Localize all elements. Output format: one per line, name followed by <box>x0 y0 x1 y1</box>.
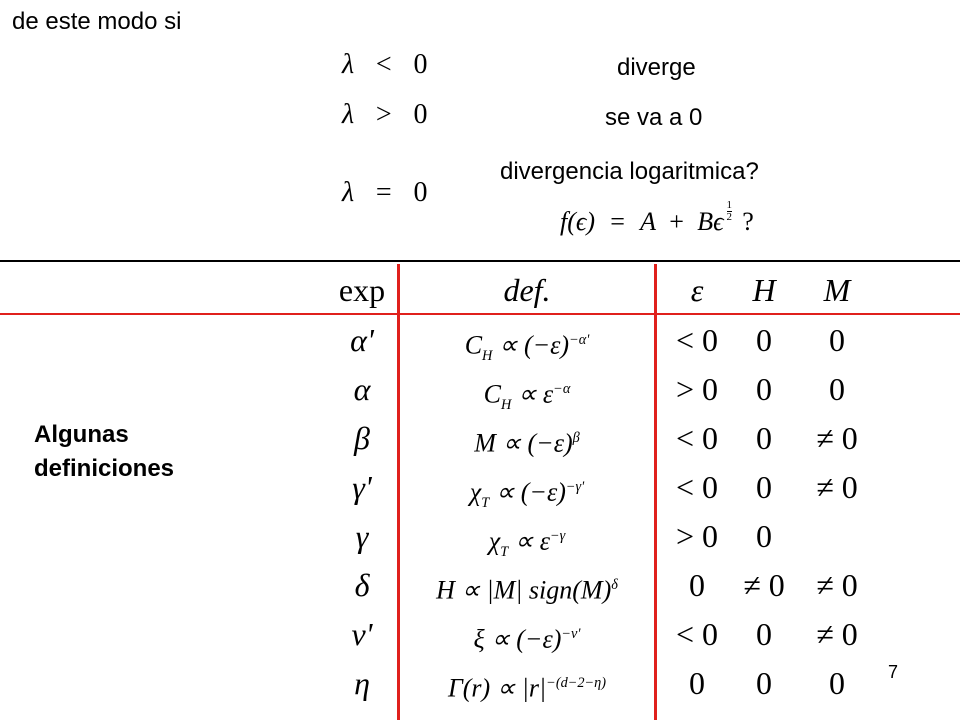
row-2-eps: > 0 <box>675 371 719 407</box>
condition-2-result: se va a 0 <box>605 104 703 131</box>
row-2-def <box>402 369 652 425</box>
log-formula-exp-den: 2 <box>726 211 733 223</box>
row-2-def-sub: H <box>501 396 512 413</box>
row-5-exp: γ <box>355 518 369 554</box>
row-5-def-sub: T <box>500 543 509 560</box>
section-divider <box>0 260 960 262</box>
header-exp: exp <box>338 272 386 308</box>
condition-1-rhs: 0 <box>413 49 428 80</box>
row-5-def-rel: ∝ ε <box>508 526 550 556</box>
row-7-def-sup: −ν' <box>561 626 581 642</box>
log-formula-tail: ? <box>742 207 754 236</box>
log-formula-b: Bϵ <box>697 207 724 236</box>
row-8-m: 0 <box>829 665 845 701</box>
side-label-line1: Algunas <box>34 421 129 448</box>
condition-1-lhs: λ <box>342 49 355 80</box>
row-6-def-base: H ∝ |M| <box>436 575 523 605</box>
condition-3-rhs: 0 <box>413 177 428 208</box>
log-formula-plus: + <box>669 207 684 236</box>
row-4-eps: < 0 <box>675 469 719 505</box>
row-7-h: 0 <box>756 616 772 652</box>
row-8-eps: 0 <box>689 665 705 701</box>
row-7-eps: < 0 <box>675 616 719 652</box>
row-5-h: 0 <box>756 518 772 554</box>
row-4-exp: γ' <box>352 469 372 505</box>
page-number: 7 <box>888 662 899 682</box>
row-3-def-rel: ∝ (−ε) <box>495 428 573 458</box>
row-4-def <box>402 467 652 523</box>
condition-3-lhs: λ <box>342 177 355 208</box>
log-formula <box>560 200 754 237</box>
row-2-m: 0 <box>829 371 845 407</box>
row-6-exp: δ <box>354 567 370 603</box>
row-6-eps: 0 <box>689 567 705 603</box>
row-8-h: 0 <box>756 665 772 701</box>
row-2-def-rel: ∝ ε <box>511 379 554 409</box>
condition-2 <box>342 98 428 131</box>
condition-1-op: < <box>375 49 392 80</box>
row-4-def-sup: −γ' <box>565 479 585 495</box>
table-column-divider-1 <box>397 264 400 720</box>
log-formula-exp-num: 1 <box>726 199 733 211</box>
row-2-def-base: C <box>483 379 502 409</box>
condition-2-rhs: 0 <box>413 99 428 130</box>
condition-2-op: > <box>375 99 392 130</box>
log-formula-lhs: f(ϵ) <box>560 207 596 236</box>
row-1-h: 0 <box>756 322 772 358</box>
condition-3-result: divergencia logaritmica? <box>500 158 759 185</box>
row-4-def-base: χ <box>469 477 482 507</box>
row-6-m: ≠ 0 <box>816 567 858 603</box>
row-1-m: 0 <box>829 322 845 358</box>
log-formula-exponent <box>727 200 733 223</box>
row-5-def-base: χ <box>488 526 501 556</box>
row-5-def-sup: −γ <box>549 528 566 544</box>
row-8-def-sup: −(d−2−η) <box>546 675 607 691</box>
header-h: H <box>752 272 776 308</box>
row-6-def <box>402 565 652 611</box>
row-3-def-sup: β <box>572 430 580 446</box>
row-1-def-sub: H <box>482 347 493 364</box>
row-1-def-base: C <box>464 330 483 360</box>
row-4-m: ≠ 0 <box>816 469 858 505</box>
row-6-h: ≠ 0 <box>743 567 785 603</box>
row-4-h: 0 <box>756 469 772 505</box>
row-1-def-sup: −α' <box>569 332 590 348</box>
row-3-m: ≠ 0 <box>816 420 858 456</box>
row-2-exp: α <box>353 371 371 407</box>
row-1-eps: < 0 <box>675 322 719 358</box>
condition-1 <box>342 48 428 81</box>
header-m: M <box>823 272 851 308</box>
row-6-def-rel: sign(M) <box>522 575 612 605</box>
table-header-rule <box>0 313 960 315</box>
row-8-def <box>402 663 652 709</box>
condition-2-lhs: λ <box>342 99 355 130</box>
side-label-line2: definiciones <box>34 455 175 482</box>
row-7-def <box>402 614 652 660</box>
row-3-eps: < 0 <box>675 420 719 456</box>
row-3-def <box>402 418 652 464</box>
row-3-exp: β <box>354 420 370 456</box>
row-2-def-sup: −α <box>553 381 571 397</box>
condition-3 <box>342 176 428 209</box>
row-4-def-rel: ∝ (−ε) <box>489 477 566 507</box>
row-7-m: ≠ 0 <box>816 616 858 652</box>
row-6-def-sup: δ <box>611 577 618 593</box>
side-label <box>34 418 174 486</box>
intro-text: de este modo si <box>12 8 182 35</box>
condition-3-op: = <box>375 177 392 208</box>
condition-1-result: diverge <box>617 54 696 81</box>
row-1-def <box>402 320 652 376</box>
row-5-def <box>402 516 652 572</box>
table-column-divider-2 <box>654 264 657 720</box>
row-7-exp: ν' <box>351 616 373 652</box>
row-7-def-base: ξ <box>473 624 485 654</box>
row-7-def-rel: ∝ (−ε) <box>484 624 562 654</box>
header-eps: ε <box>690 272 704 308</box>
log-formula-a: A <box>640 207 657 236</box>
row-2-h: 0 <box>756 371 772 407</box>
row-4-def-sub: T <box>481 494 490 511</box>
log-formula-eq: = <box>610 207 625 236</box>
row-1-def-rel: ∝ (−ε) <box>492 330 570 360</box>
row-3-def-base: M <box>474 428 496 458</box>
row-5-eps: > 0 <box>675 518 719 554</box>
row-1-exp: α' <box>350 322 374 358</box>
row-8-exp: η <box>354 665 370 701</box>
row-3-h: 0 <box>756 420 772 456</box>
row-8-def-base: Γ(r) ∝ |r| <box>447 673 547 703</box>
header-def: def. <box>503 272 551 308</box>
